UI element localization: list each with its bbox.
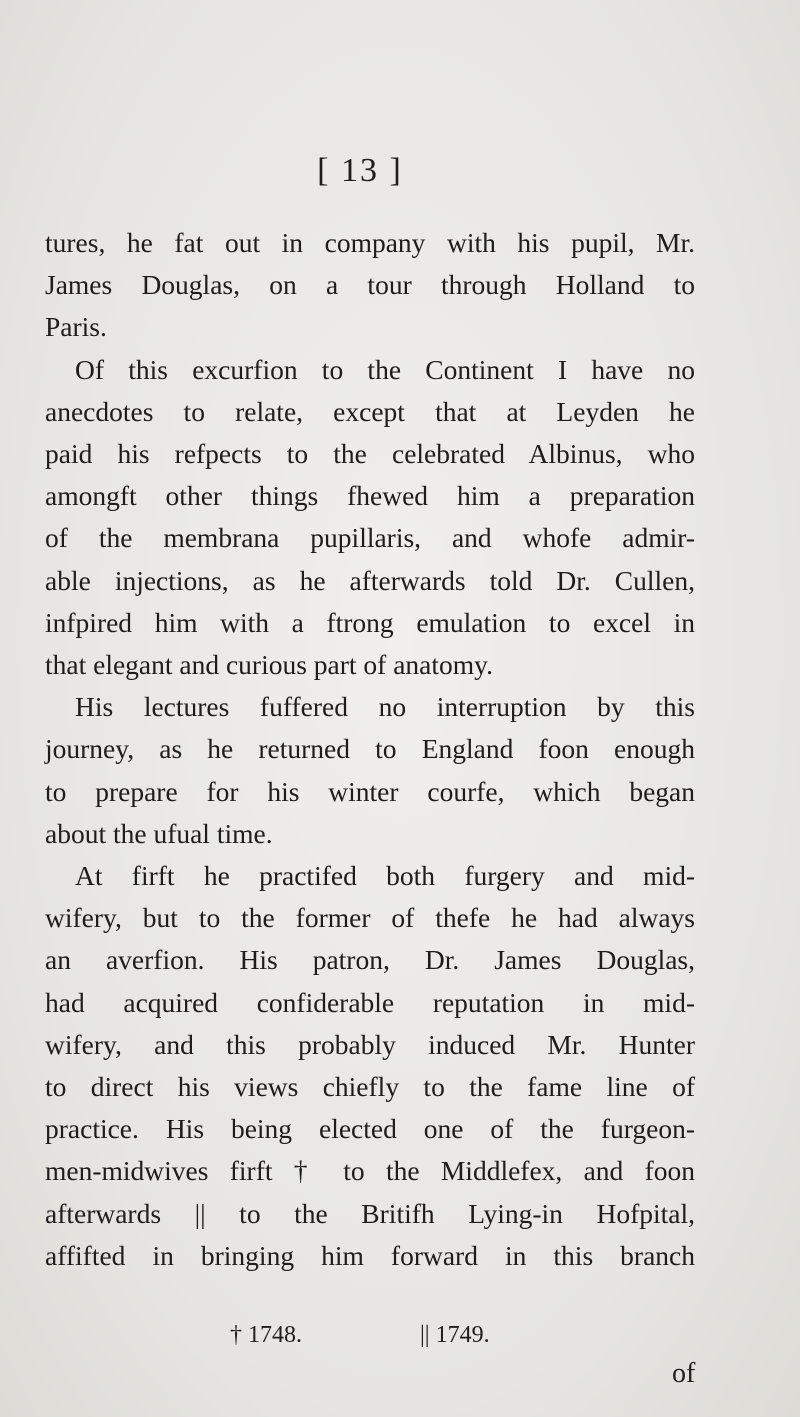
text-line: practice. His being elected one of the furgeon- <box>45 1113 695 1145</box>
text-line: infpired him with a ftrong emulation to excel in <box>45 606 695 638</box>
page-number: [ 13 ] <box>317 152 403 189</box>
text-line: wifery, and this probably induced Mr. Hunter <box>45 1028 695 1060</box>
text-line: James Douglas, on a tour through Holland to <box>45 269 695 301</box>
text-line: Of this excurfion to the Continent I have no <box>75 353 695 385</box>
text-line: able injections, as he afterwards told Dr. Cullen, <box>45 564 695 596</box>
text-line: of the membrana pupillaris, and whofe admir- <box>45 522 695 554</box>
text-line: journey, as he returned to England foon enough <box>45 733 695 765</box>
text-line: amongft other things fhewed him a preparation <box>45 480 695 512</box>
text-line: men-midwives firft † to the Middlefex, and foon <box>45 1155 695 1187</box>
text-line: afterwards || to the Britifh Lying-in Hofpital, <box>45 1197 695 1229</box>
text-line: paid his refpects to the celebrated Albinus, who <box>45 438 695 470</box>
text-line: that elegant and curious part of anatomy. <box>45 649 493 681</box>
text-line: tures, he fat out in company with his pupil, Mr. <box>45 227 695 258</box>
footnote-1748: † 1748. <box>230 1322 302 1348</box>
text-line: about the ufual time. <box>45 817 273 849</box>
text-line: anecdotes to relate, except that at Leyden he <box>45 395 695 427</box>
catchword: of <box>672 1358 696 1389</box>
text-line: an averfion. His patron, Dr. James Douglas, <box>45 944 695 976</box>
text-line: Paris. <box>45 311 107 343</box>
text-line: His lectures fuffered no interruption by this <box>75 691 695 723</box>
text-line: affifted in bringing him forward in this branch <box>45 1239 695 1271</box>
text-line: At firft he practifed both furgery and mid- <box>75 860 695 892</box>
text-line: to prepare for his winter courfe, which began <box>45 775 695 807</box>
footnote-1749: || 1749. <box>420 1322 490 1348</box>
body-text <box>45 222 695 1277</box>
text-line: wifery, but to the former of thefe he had always <box>45 902 695 934</box>
text-line: to direct his views chiefly to the fame line of <box>45 1071 695 1103</box>
text-line: had acquired confiderable reputation in mid- <box>45 986 695 1018</box>
